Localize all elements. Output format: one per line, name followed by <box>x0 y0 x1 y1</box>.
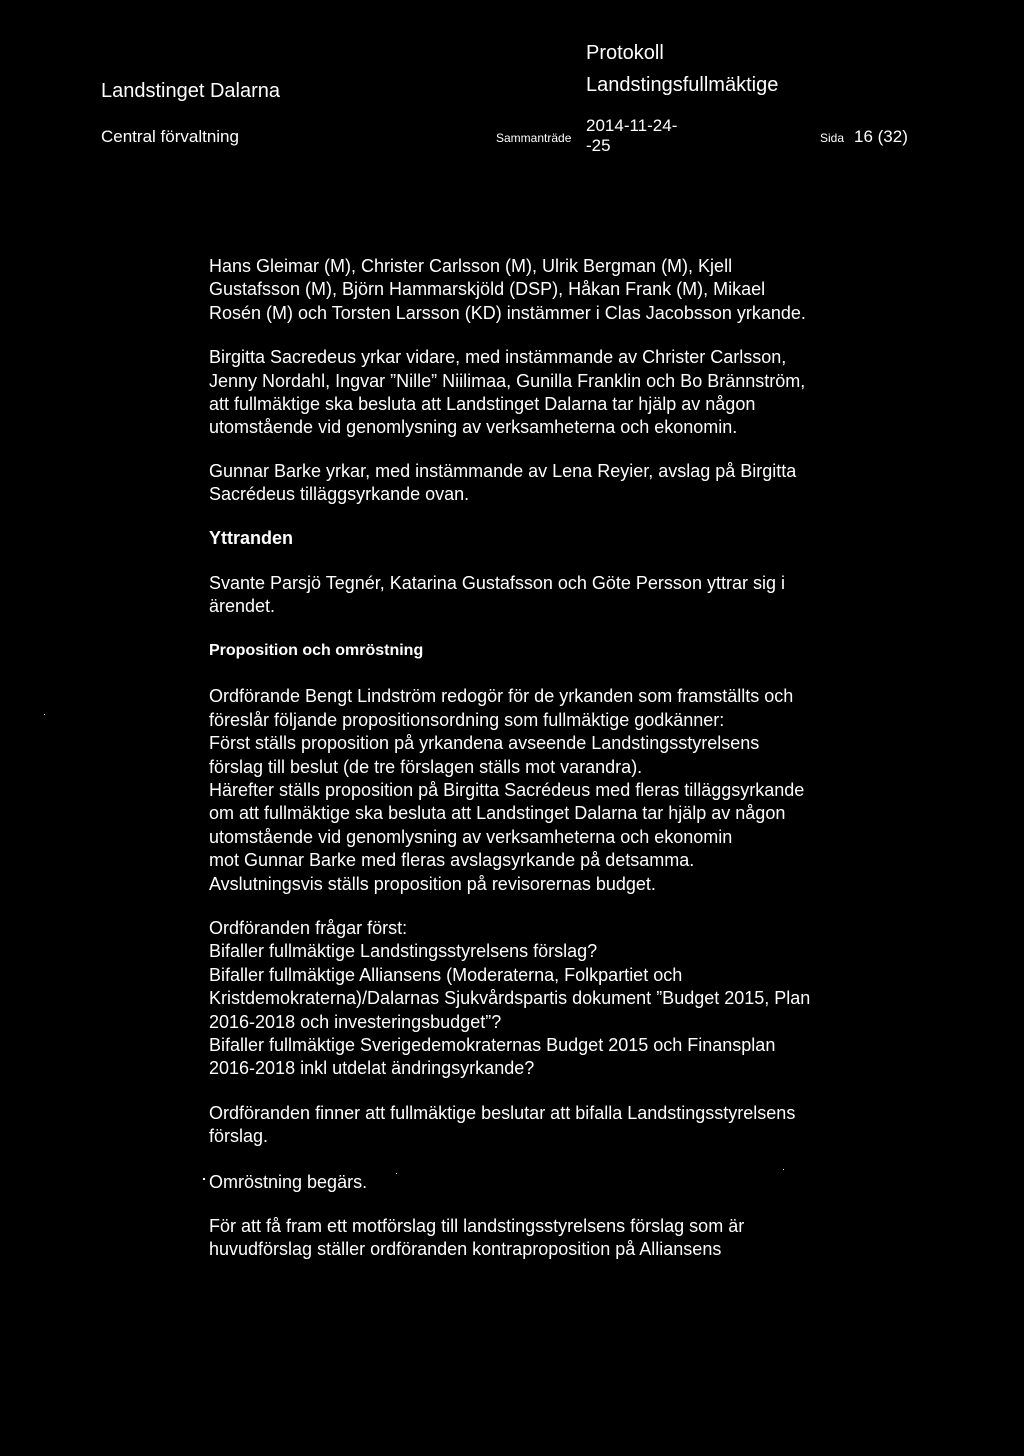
text-line: Härefter ställs proposition på Birgitta Sacrédeus med fleras tilläggsyrkande <box>209 779 805 800</box>
text-line: att fullmäktige ska besluta att Landstinget Dalarna tar hjälp av någon <box>209 394 756 415</box>
paragraph-counter-proposition <box>209 1215 909 1262</box>
text-line: Först ställs proposition på yrkandena avseende Landstingsstyrelsens <box>209 733 760 754</box>
text-line: föreslår följande propositionsordning som fullmäktige godkänner: <box>209 709 725 730</box>
assembly-name: Landstingsfullmäktige <box>586 74 779 96</box>
text-line: Hans Gleimar (M), Christer Carlsson (M), Ulrik Bergman (M), Kjell <box>209 256 733 276</box>
meeting-date-line1: 2014-11-24- <box>586 116 678 135</box>
section-heading-proposition: Proposition och omröstning <box>209 641 424 659</box>
text-line: Svante Parsjö Tegnér, Katarina Gustafsson och Göte Persson yttrar sig i <box>209 573 785 594</box>
paragraph-statements <box>209 572 909 619</box>
text-line: ärendet. <box>209 596 276 617</box>
paragraph-proposition-order <box>209 685 909 896</box>
paragraph-chair-finding <box>209 1102 909 1149</box>
text-line: Omröstning begärs. <box>209 1171 368 1192</box>
paragraph-vote-requested <box>209 1171 909 1194</box>
text-line: huvudförslag ställer ordföranden kontraproposition på Alliansens <box>209 1239 722 1260</box>
department-name: Central förvaltning <box>101 127 239 146</box>
text-line: om att fullmäktige ska besluta att Landstinget Dalarna tar hjälp av någon <box>209 803 786 824</box>
organization-name: Landstinget Dalarna <box>101 80 281 102</box>
text-line: Ordföranden finner att fullmäktige beslutar att bifalla Landstingsstyrelsens <box>209 1102 796 1123</box>
document-type: Protokoll <box>586 42 664 64</box>
text-line: Gunnar Barke yrkar, med instämmande av Lena Reyier, avslag på Birgitta <box>209 460 797 481</box>
text-line: För att få fram ett motförslag till landstingsstyrelsens förslag som är <box>209 1216 745 1236</box>
text-line: förslag till beslut (de tre förslagen ställs mot varandra). <box>209 756 643 777</box>
paragraph-additional-motion <box>209 346 909 440</box>
section-heading-statements: Yttranden <box>209 527 294 548</box>
text-line: mot Gunnar Barke med fleras avslagsyrkande på detsamma. <box>209 850 695 871</box>
page-label: Sida <box>820 131 845 145</box>
text-line: Sacrédeus tilläggsyrkande ovan. <box>209 484 470 505</box>
meeting-label: Sammanträde <box>496 131 572 145</box>
scan-speck <box>44 714 45 715</box>
paragraph-rejection-motion <box>209 460 909 507</box>
text-line: Bifaller fullmäktige Alliansens (Moderaterna, Folkpartiet och <box>209 964 683 985</box>
text-line: Bifaller fullmäktige Sverigedemokraternas Budget 2015 och Finansplan <box>209 1034 776 1055</box>
page-number: 16 (32) <box>854 127 908 146</box>
text-line: Ordföranden frågar först: <box>209 917 408 938</box>
text-line: Gustafsson (M), Björn Hammarskjöld (DSP), Håkan Frank (M), Mikael <box>209 279 766 300</box>
scan-speck <box>203 1178 205 1180</box>
text-line: Jenny Nordahl, Ingvar ”Nille” Niilimaa, Gunilla Franklin och Bo Brännström, <box>209 370 806 391</box>
text-line: 2016-2018 inkl utdelat ändringsyrkande? <box>209 1058 535 1079</box>
meeting-date-line2: -25 <box>586 136 611 155</box>
document-body <box>209 255 909 1262</box>
paragraph-support-statement <box>209 255 909 325</box>
text-line: Avslutningsvis ställs proposition på revisorernas budget. <box>209 873 656 894</box>
text-line: Ordförande Bengt Lindström redogör för de yrkanden som framställts och <box>209 686 794 707</box>
scan-speck <box>396 1173 397 1174</box>
text-line: 2016-2018 och investeringsbudget”? <box>209 1011 502 1032</box>
text-line: förslag. <box>209 1126 269 1147</box>
paragraph-chair-questions <box>209 917 909 1081</box>
scan-speck <box>783 1169 784 1170</box>
text-line: utomstående vid genomlysning av verksamheterna och ekonomin. <box>209 417 738 438</box>
text-line: Birgitta Sacredeus yrkar vidare, med instämmande av Christer Carlsson, <box>209 347 787 368</box>
text-line: utomstående vid genomlysning av verksamheterna och ekonomin <box>209 826 733 847</box>
text-line: Bifaller fullmäktige Landstingsstyrelsens förslag? <box>209 941 598 962</box>
text-line: Rosén (M) och Torsten Larsson (KD) instämmer i Clas Jacobsson yrkande. <box>209 302 806 323</box>
text-line: Kristdemokraterna)/Dalarnas Sjukvårdspartis dokument ”Budget 2015, Plan <box>209 988 811 1009</box>
